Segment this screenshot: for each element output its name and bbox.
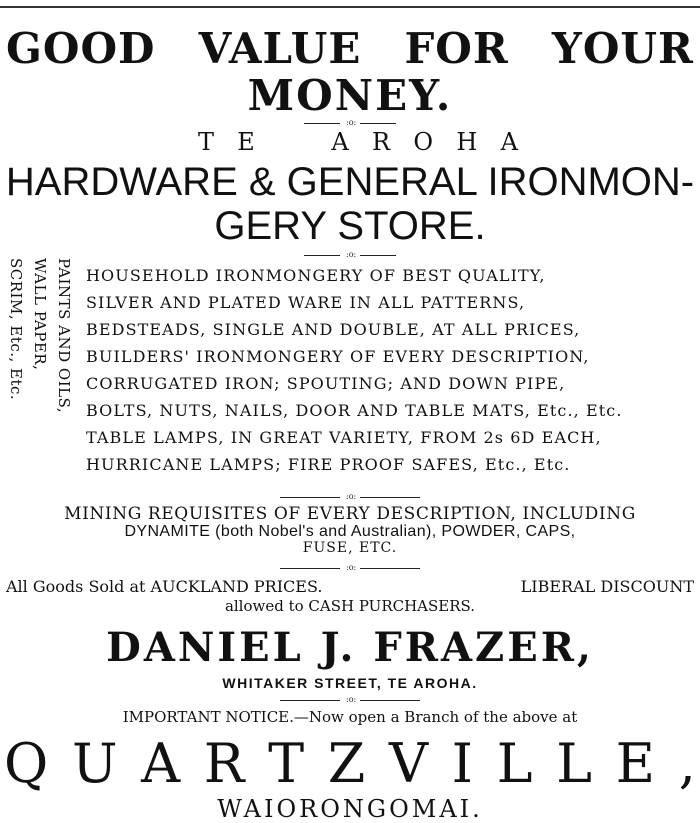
headline-word: YOUR: [551, 24, 694, 73]
headline-word: GOOD: [6, 24, 156, 73]
branch-letter: ,: [678, 732, 696, 795]
item-list: [86, 262, 692, 478]
proprietor-address: WHITAKER STREET, TE AROHA.: [222, 675, 478, 691]
headline-line-1: [6, 26, 694, 72]
location-heading: [198, 128, 518, 156]
location-letter: E: [237, 128, 255, 156]
mining-line-2: DYNAMITE (both Nobel's and Australian), POWDER, CAPS,: [124, 523, 576, 540]
location-letter: R: [372, 128, 391, 156]
headline-word: FOR: [404, 24, 509, 73]
branch-letter: V: [388, 732, 428, 795]
goods-discount: LIBERAL DISCOUNT: [520, 577, 694, 596]
goods-line: [6, 577, 694, 597]
list-item: BEDSTEADS, SINGLE AND DOUBLE, AT ALL PRICES,: [86, 320, 581, 339]
list-item: BOLTS, NUTS, NAILS, DOOR AND TABLE MATS, Etc., Etc.: [86, 401, 623, 420]
proprietor-name: DANIEL J. FRAZER,: [106, 624, 594, 671]
branch-letter: A: [141, 732, 181, 795]
branch-letter: R: [203, 732, 245, 795]
branch-name: [4, 734, 696, 794]
list-item: CORRUGATED IRON; SPOUTING; AND DOWN PIPE,: [86, 374, 566, 393]
branch-subtitle: WAIORONGOMAI.: [217, 795, 483, 823]
store-title-line-1: HARDWARE & GENERAL IRONMON-: [5, 160, 695, 204]
location-letter: A: [500, 128, 518, 156]
side-label-paints: PAINTS AND OILS,: [55, 258, 73, 414]
list-item: HOUSEHOLD IRONMONGERY OF BEST QUALITY,: [86, 266, 546, 285]
list-item: BUILDERS' IRONMONGERY OF EVERY DESCRIPTION,: [86, 347, 590, 366]
headline-line-2: MONEY.: [247, 71, 453, 120]
branch-letter: T: [268, 732, 305, 795]
branch-letter: E: [615, 732, 656, 795]
separator: :o:: [0, 492, 700, 502]
side-label-scrim: SCRIM, Etc., Etc.: [7, 258, 25, 401]
store-title-line-2: GERY STORE.: [214, 204, 486, 248]
location-letter: O: [413, 128, 434, 156]
branch-letter: L: [556, 732, 592, 795]
list-item: SILVER AND PLATED WARE IN ALL PATTERNS,: [86, 293, 526, 312]
mining-line-1: MINING REQUISITES OF EVERY DESCRIPTION, INCLUDING: [64, 504, 636, 524]
side-label-wallpaper: WALL PAPER,: [31, 258, 49, 371]
goods-prices: All Goods Sold at AUCKLAND PRICES.: [6, 577, 323, 596]
list-item: HURRICANE LAMPS; FIRE PROOF SAFES, Etc., Etc.: [86, 455, 571, 474]
separator: :o:: [0, 563, 700, 573]
separator: :o:: [0, 695, 700, 705]
location-letter: T: [198, 128, 215, 156]
branch-letter: L: [496, 732, 533, 795]
separator: :o:: [0, 118, 700, 128]
important-notice: IMPORTANT NOTICE.—Now open a Branch of the above at: [122, 708, 578, 726]
location-letter: H: [456, 128, 478, 156]
branch-letter: I: [451, 732, 473, 795]
branch-letter: Z: [327, 732, 366, 795]
mining-line-3: FUSE, ETC.: [302, 540, 398, 556]
headline-word: VALUE: [198, 24, 362, 73]
branch-letter: U: [71, 732, 118, 795]
branch-letter: Q: [4, 732, 49, 795]
list-item: TABLE LAMPS, IN GREAT VARIETY, FROM 2s 6D EACH,: [86, 428, 602, 447]
separator: :o:: [0, 250, 700, 260]
top-rule: [0, 6, 700, 8]
location-letter: A: [331, 128, 349, 156]
goods-line-2: allowed to CASH PURCHASERS.: [224, 597, 476, 615]
